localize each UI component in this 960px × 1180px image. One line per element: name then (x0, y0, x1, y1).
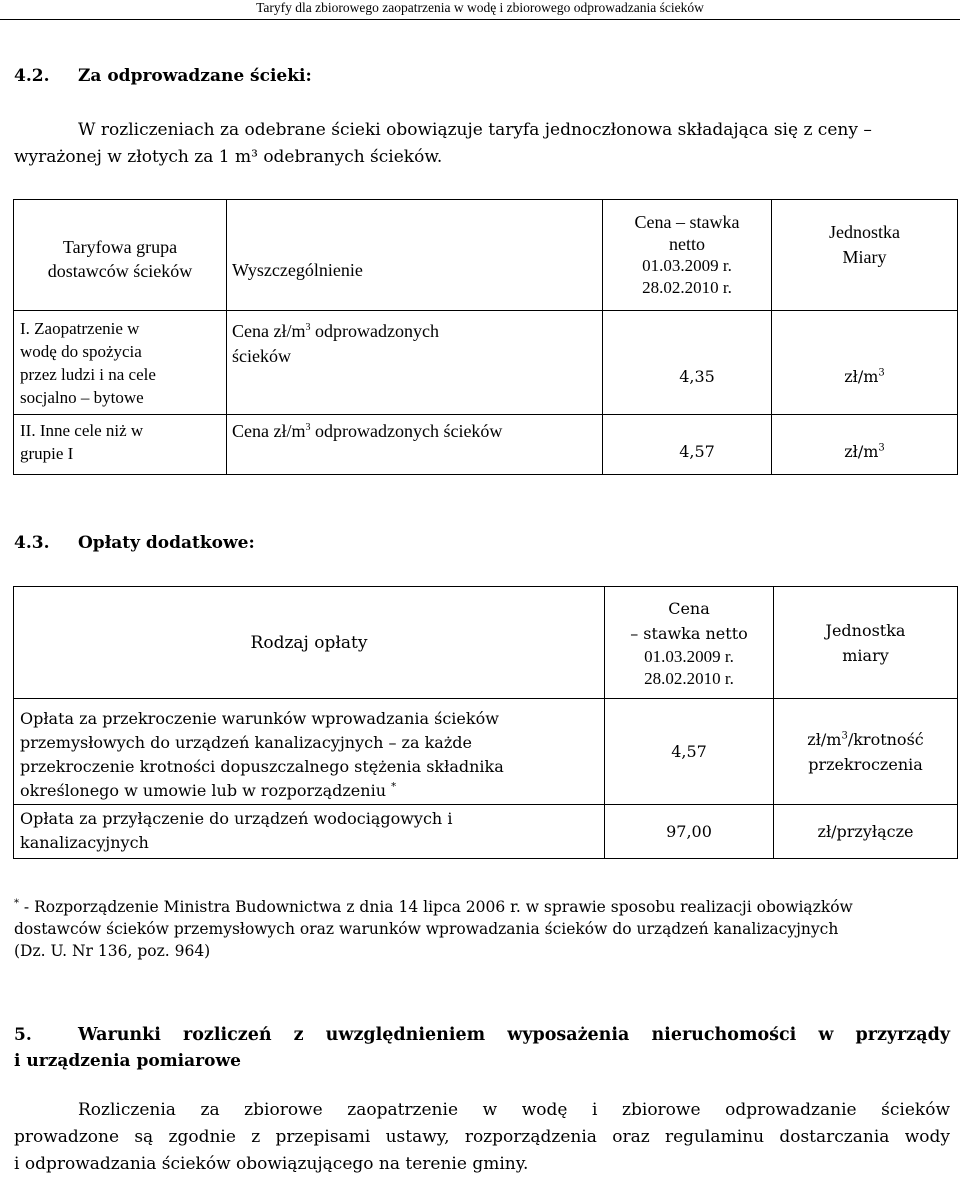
fees-row-2-line-1: Opłata za przyłączenie do urządzeń wodociągowych i (20, 809, 453, 828)
tariff-table (13, 199, 958, 475)
header-spec-label: Wyszczególnienie (232, 259, 363, 280)
group-2-spec-text: Cena zł/m (232, 421, 306, 441)
header-unit-line-2: Miary (842, 247, 887, 267)
fees-header-row (14, 587, 958, 699)
fees-row-1-price-cell (605, 699, 774, 805)
group-1-spec-cell (227, 311, 603, 415)
section-4-2-number: 4.2. (14, 66, 50, 86)
group-1-unit-sup: 3 (878, 367, 885, 379)
group-2-unit-cell (772, 415, 958, 475)
fees-header-price-line-3: 01.03.2009 r. (644, 646, 734, 666)
group-2-unit: zł/m (844, 442, 879, 461)
fees-row-1-line-1: Opłata za przekroczenie warunków wprowadzania ścieków (20, 709, 499, 728)
fees-row-2-unit: zł/przyłącze (817, 822, 914, 841)
group-1-line-1: I. Zaopatrzenie w (20, 319, 140, 338)
fees-row-1-unit-line-2: przekroczenia (808, 755, 923, 774)
group-1-price: 4,35 (679, 367, 715, 386)
header-price-line-3: 01.03.2009 r. (642, 256, 732, 275)
tariff-table-header-row (14, 200, 958, 311)
fees-row-2-price: 97,00 (666, 822, 712, 841)
group-2-unit-sup: 3 (878, 442, 885, 454)
fees-row-2 (14, 805, 958, 859)
header-group-line-2: dostawców ścieków (47, 261, 193, 281)
header-price-line-1: Cena – stawka (634, 212, 740, 232)
header-price-line-4: 28.02.2010 r. (642, 278, 732, 297)
group-1-spec-text-b: odprowadzonych (310, 321, 439, 341)
group-1-unit: zł/m (844, 367, 879, 386)
footnote (14, 896, 954, 962)
footnote-line-1: - Rozporządzenie Ministra Budownictwa z dnia 14 lipca 2006 r. w sprawie sposobu realizacji obowiązków (19, 898, 853, 916)
section-4-3-title: Opłaty dodatkowe: (78, 533, 255, 553)
group-2-spec-sup: 3 (305, 422, 311, 433)
section-5-paragraph-line-1: Rozliczenia za zbiorowe zaopatrzenie w wodę i zbiorowe odprowadzanie ścieków (78, 1100, 950, 1120)
group-1-spec-text: Cena zł/m (232, 321, 306, 341)
group-1-unit-cell (772, 311, 958, 415)
running-header: Taryfy dla zbiorowego zaopatrzenia w wodę i zbiorowego odprowadzania ścieków (256, 0, 704, 15)
fees-row-1-desc-cell (14, 699, 605, 805)
group-2-spec-cell (227, 415, 603, 475)
fees-row-1-line-3: przekroczenie krotności dopuszczalnego stężenia składnika (20, 757, 504, 776)
group-2-line-1: II. Inne cele niż w (20, 421, 144, 440)
fees-header-unit-cell (774, 587, 958, 699)
fees-header-price-line-1: Cena (668, 598, 710, 618)
fees-row-2-desc-cell (14, 805, 605, 859)
section-5-paragraph-line-3: i odprowadzania ścieków obowiązującego na terenie gminy. (14, 1154, 529, 1174)
footnote-line-3: (Dz. U. Nr 136, poz. 964) (14, 942, 211, 960)
fees-header-price-line-4: 28.02.2010 r. (644, 668, 734, 688)
fees-row-1-price: 4,57 (671, 742, 707, 761)
header-cell-group (14, 200, 227, 311)
group-1-spec-sup: 3 (305, 322, 311, 333)
group-1-line-3: przez ludzi i na cele (20, 365, 156, 384)
fees-row-1 (14, 699, 958, 805)
fees-header-price-line-2: – stawka netto (630, 623, 748, 643)
fees-row-1-line-4: określonego w umowie lub w rozporządzeniu (20, 781, 386, 800)
footnote-line-2: dostawców ścieków przemysłowych oraz warunków wprowadzania ścieków do urządzeń kanalizacyjnych (14, 920, 839, 938)
header-cell-spec (227, 200, 603, 311)
group-2-price: 4,57 (679, 442, 715, 461)
header-group-line-1: Taryfowa grupa (62, 237, 178, 257)
fees-row-1-unit-cell (774, 699, 958, 805)
fees-row-2-line-2: kanalizacyjnych (20, 833, 149, 852)
header-cell-unit (772, 200, 958, 311)
group-1-line-4: socjalno – bytowe (20, 388, 144, 407)
header-unit-line-1: Jednostka (829, 222, 900, 242)
group-1-price-cell (603, 311, 772, 415)
section-5-title-line-2: i urządzenia pomiarowe (14, 1051, 241, 1071)
fees-header-unit-line-2: miary (842, 645, 889, 665)
group-2-price-cell (603, 415, 772, 475)
fees-header-kind-cell (14, 587, 605, 699)
footnote-mark: * (14, 897, 19, 909)
fees-row-1-footnote-mark: * (391, 781, 397, 793)
fees-header-unit-line-1: Jednostka (825, 620, 906, 640)
group-2-line-2: grupie I (20, 444, 74, 463)
section-5-number: 5. (14, 1025, 32, 1045)
group-1-line-2: wodę do spożycia (20, 342, 142, 361)
group-2-cell (14, 415, 227, 475)
additional-fees-table (13, 586, 958, 859)
fees-row-2-price-cell (605, 805, 774, 859)
header-price-line-2: netto (669, 234, 705, 254)
group-1-spec-line-2: ścieków (232, 346, 291, 366)
section-4-3-number: 4.3. (14, 533, 50, 553)
fees-row-1-line-2: przemysłowych do urządzeń kanalizacyjnych – za każde (20, 733, 472, 752)
tariff-row-group-2 (14, 415, 958, 475)
fees-row-2-unit-cell (774, 805, 958, 859)
fees-row-1-unit-a: zł/m (807, 730, 842, 749)
fees-header-kind: Rodzaj opłaty (250, 632, 368, 653)
section-4-2-paragraph-line-1: W rozliczeniach za odebrane ścieki obowiązuje taryfa jednoczłonowa składająca się z ceny – (78, 120, 872, 140)
group-1-cell (14, 311, 227, 415)
tariff-row-group-1 (14, 311, 958, 415)
section-4-2-paragraph-line-2: wyrażonej w złotych za 1 m³ odebranych ścieków. (14, 147, 443, 167)
section-4-2-title: Za odprowadzane ścieki: (78, 66, 312, 86)
fees-row-1-unit-sup: 3 (841, 730, 848, 742)
group-2-spec-text-b: odprowadzonych ścieków (310, 421, 503, 441)
fees-header-price-cell (605, 587, 774, 699)
header-cell-price (603, 200, 772, 311)
section-5-title-line-1: Warunki rozliczeń z uwzględnieniem wyposażenia nieruchomości w przyrządy (78, 1025, 950, 1045)
header-rule (0, 19, 960, 20)
section-5-paragraph-line-2: prowadzone są zgodnie z przepisami ustawy, rozporządzenia oraz regulaminu dostarczania wody (14, 1127, 950, 1147)
fees-row-1-unit-b: /krotność (847, 730, 924, 749)
